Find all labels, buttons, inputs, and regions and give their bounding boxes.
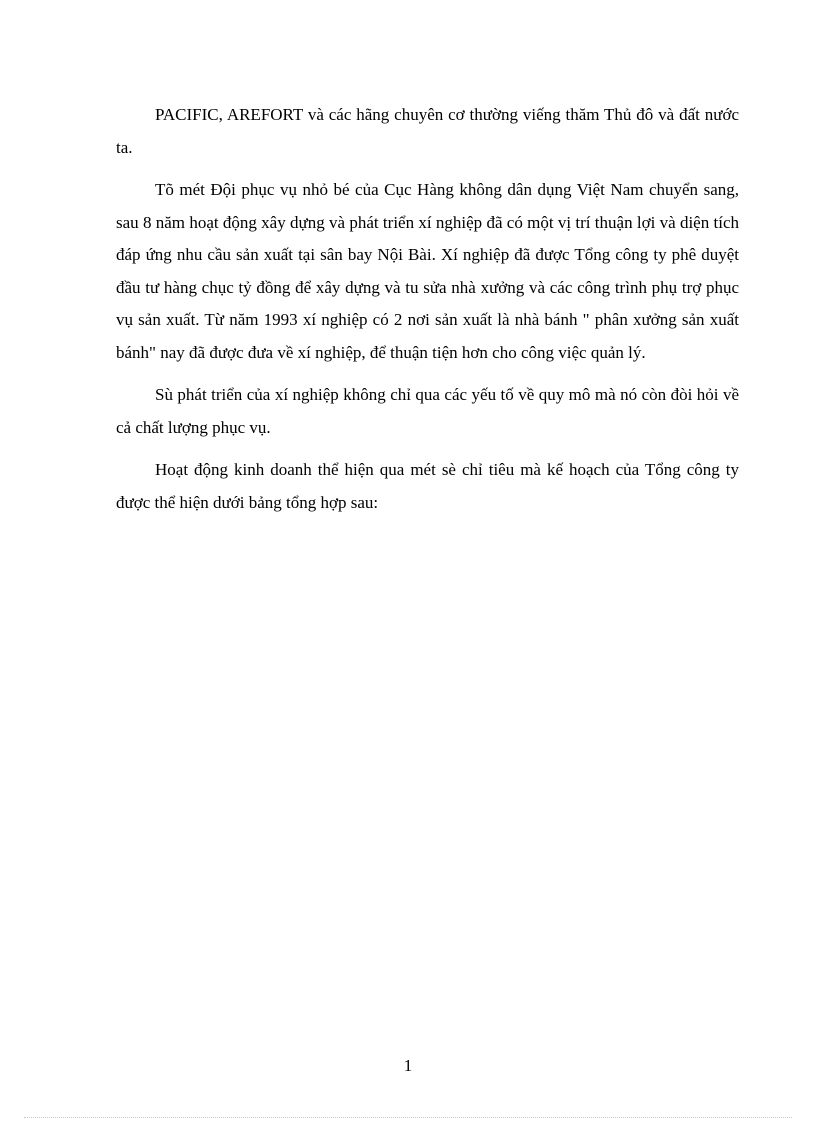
paragraph-1: PACIFIC, AREFORT và các hãng chuyên cơ thường viếng thăm Thủ đô và đất nước ta.	[116, 105, 739, 157]
page-bottom-divider	[24, 1117, 792, 1118]
paragraph-4: Hoạt động kinh doanh thể hiện qua mét sè chỉ tiêu mà kế hoạch của Tổng công ty được thể hiện dưới bảng tổng hợp sau:	[116, 460, 739, 512]
paragraph-3: Sù phát triển của xí nghiệp không chỉ qua các yếu tố về quy mô mà nó còn đòi hỏi về cả chất lượng phục vụ.	[116, 385, 739, 437]
body-text	[116, 99, 739, 529]
page-number: 1	[403, 1056, 413, 1075]
paragraph-2: Tõ mét Đội phục vụ nhỏ bé của Cục Hàng không dân dụng Việt Nam chuyển sang, sau 8 năm hoạt động xây dựng và phát triển xí nghiệp đã có một vị trí thuận lợi và diện tích đáp ứng nhu cầu sản xuất tại sân bay Nội Bài. Xí nghiệp đã được Tổng công ty phê duyệt đầu tư hàng chục tỷ đồng để xây dựng và tu sửa nhà xưởng và các công trình phụ trợ phục vụ sản xuất. Từ năm 1993 xí nghiệp có 2 nơi sản xuất là nhà bánh " phân xưởng sản xuất bánh" nay đã được đưa về xí nghiệp, để thuận tiện hơn cho công việc quản lý.	[116, 180, 739, 362]
